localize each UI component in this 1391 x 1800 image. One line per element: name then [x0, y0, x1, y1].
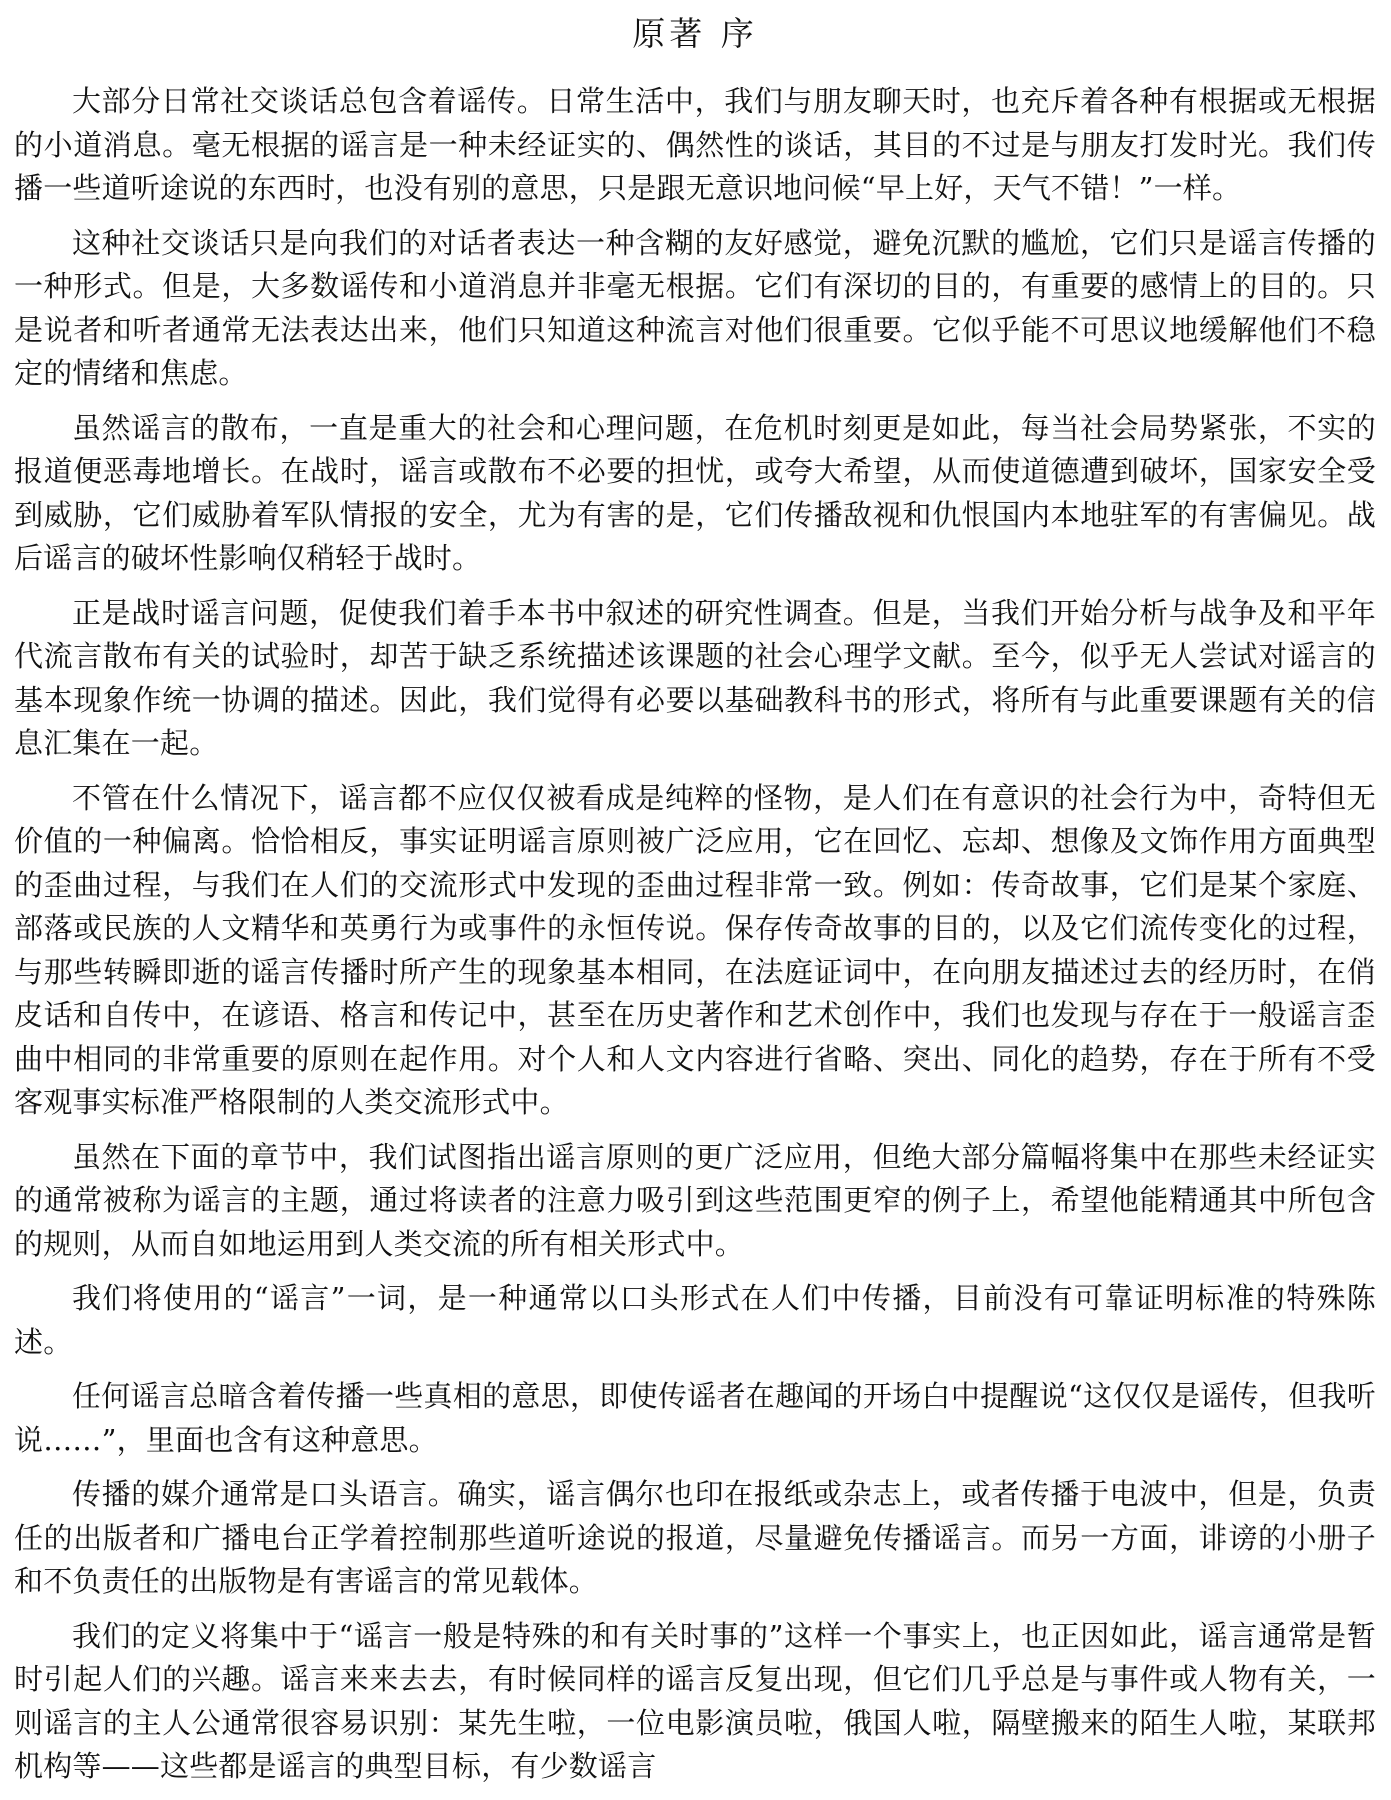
paragraph-4: 正是战时谣言问题，促使我们着手本书中叙述的研究性调查。但是，当我们开始分析与战争及和平年代流言散布有关的试验时，却苦于缺乏系统描述该课题的社会心理学文献。至今，似乎无人尝试对谣言的基本现象作统一协调的描述。因此，我们觉得有必要以基础教科书的形式，将所有与此重要课题有关的信息汇集在一起。 [14, 595, 1376, 760]
paragraph-7: 我们将使用的“谣言”一词，是一种通常以口头形式在人们中传播，目前没有可靠证明标准的特殊陈述。 [14, 1281, 1376, 1359]
paragraph-1: 大部分日常社交谈话总包含着谣传。日常生活中，我们与朋友聊天时，也充斥着各种有根据或无根据的小道消息。毫无根据的谣言是一种未经证实的、偶然性的谈话，其目的不过是与朋友打发时光。我们传播一些道听途说的东西时，也没有别的意思，只是跟无意识地问候“早上好，天气不错！”一样。 [14, 84, 1376, 205]
paragraph-2: 这种社交谈话只是向我们的对话者表达一种含糊的友好感觉，避免沉默的尴尬，它们只是谣言传播的一种形式。但是，大多数谣传和小道消息并非毫无根据。它们有深切的目的，有重要的感情上的目的。只是说者和听者通常无法表达出来，他们只知道这种流言对他们很重要。它似乎能不可思议地缓解他们不稳定的情绪和焦虑。 [14, 225, 1376, 390]
paragraph-9: 传播的媒介通常是口头语言。确实，谣言偶尔也印在报纸或杂志上，或者传播于电波中，但是，负责任的出版者和广播电台正学着控制那些道听途说的报道，尽量避免传播谣言。而另一方面，诽谤的小册子和不负责任的出版物是有害谣言的常见载体。 [14, 1477, 1376, 1598]
paragraph-5: 不管在什么情况下，谣言都不应仅仅被看成是纯粹的怪物，是人们在有意识的社会行为中，奇特但无价值的一种偏离。恰恰相反，事实证明谣言原则被广泛应用，它在回忆、忘却、想像及文饰作用方面典型的歪曲过程，与我们在人们的交流形式中发现的歪曲过程非常一致。例如：传奇故事，它们是某个家庭、部落或民族的人文精华和英勇行为或事件的永恒传说。保存传奇故事的目的，以及它们流传变化的过程，与那些转瞬即逝的谣言传播时所产生的现象基本相同，在法庭证词中，在向朋友描述过去的经历时，在俏皮话和自传中，在谚语、格言和传记中，甚至在历史著作和艺术创作中，我们也发现与存在于一般谣言歪曲中相同的非常重要的原则在起作用。对个人和人文内容进行省略、突出、同化的趋势，存在于所有不受客观事实标准严格限制的人类交流形式中。 [14, 780, 1376, 1119]
paragraph-8: 任何谣言总暗含着传播一些真相的意思，即使传谣者在趣闻的开场白中提醒说“这仅仅是谣传，但我听说……”，里面也含有这种意思。 [14, 1379, 1376, 1457]
document-title: 原著 序 [632, 14, 758, 53]
document-page [14, 10, 1376, 1795]
paragraph-6: 虽然在下面的章节中，我们试图指出谣言原则的更广泛应用，但绝大部分篇幅将集中在那些未经证实的通常被称为谣言的主题，通过将读者的注意力吸引到这些范围更窄的例子上，希望他能精通其中所包含的规则，从而自如地运用到人类交流的所有相关形式中。 [14, 1139, 1376, 1261]
paragraph-3: 虽然谣言的散布，一直是重大的社会和心理问题，在危机时刻更是如此，每当社会局势紧张，不实的报道便恶毒地增长。在战时，谣言或散布不必要的担忧，或夸大希望，从而使道德遭到破坏，国家安全受到威胁，它们威胁着军队情报的安全，尤为有害的是，它们传播敌视和仇恨国内本地驻军的有害偏见。战后谣言的破坏性影响仅稍轻于战时。 [14, 410, 1376, 575]
paragraph-10: 我们的定义将集中于“谣言一般是特殊的和有关时事的”这样一个事实上，也正因如此，谣言通常是暂时引起人们的兴趣。谣言来来去去，有时候同样的谣言反复出现，但它们几乎总是与事件或人物有关，一则谣言的主人公通常很容易识别：某先生啦，一位电影演员啦，俄国人啦，隔壁搬来的陌生人啦，某联邦机构等——这些都是谣言的典型目标，有少数谣言 [14, 1618, 1376, 1783]
